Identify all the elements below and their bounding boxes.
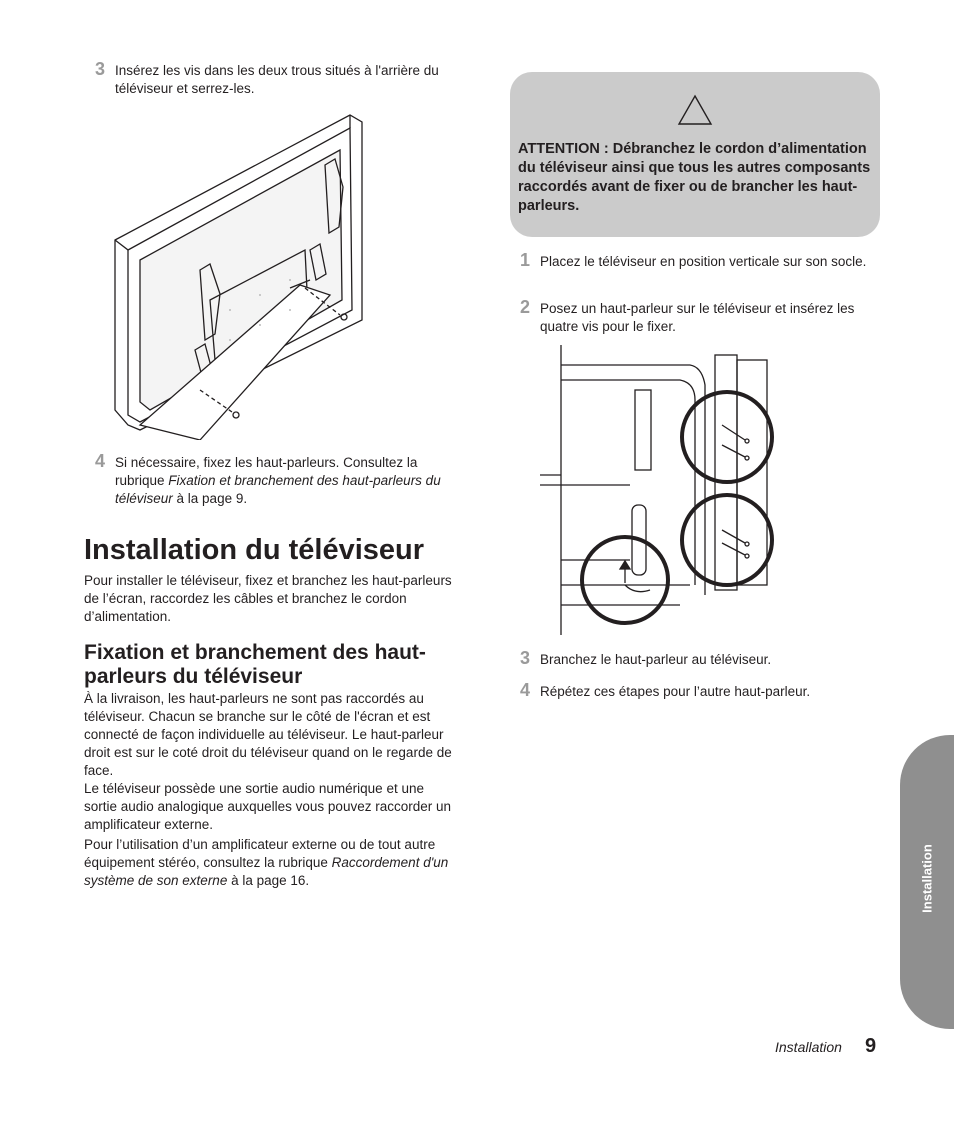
chapter-tab[interactable] [900, 735, 954, 1029]
step-3-right [520, 648, 875, 669]
step-text: Placez le téléviseur en position verticale sur son socle. [540, 254, 867, 269]
speaker-mounting-illustration [540, 345, 780, 640]
step-1-right [520, 250, 875, 271]
step-text: Répétez ces étapes pour l’autre haut-parleur. [540, 684, 811, 699]
step-4-right [520, 680, 875, 701]
step-number: 4 [520, 680, 531, 700]
cross-reference-link[interactable]: Raccordement d'un système de son externe [84, 855, 449, 888]
paragraph-external-amp [84, 836, 459, 890]
paragraph-text-after: à la page 16. [227, 873, 310, 888]
step-3-left [95, 59, 460, 98]
cross-reference-link[interactable]: Fixation et branchement des haut-parleurs du téléviseur [115, 473, 441, 506]
paragraph-text: Pour l’utilisation d’un amplificateur externe ou de tout autre équipement stéréo, consultez la rubrique [84, 837, 436, 870]
step-text: Posez un haut-parleur sur le téléviseur et insérez les quatre vis pour le fixer. [540, 301, 855, 334]
step-text: Branchez le haut-parleur au téléviseur. [540, 652, 772, 667]
intro-paragraph: Pour installer le téléviseur, fixez et branchez les haut-parleurs de l’écran, raccordez les câbles et branchez le cordon d’alimentation. [84, 573, 452, 624]
tv-back-screw-illustration [110, 110, 370, 440]
chapter-tab-label: Installation [919, 844, 935, 913]
step-4-left [95, 451, 460, 508]
step-text-after: à la page 9. [172, 491, 248, 506]
step-2-right [520, 297, 875, 336]
step-text: Si nécessaire, fixez les haut-parleurs. Consultez la rubrique [115, 455, 418, 488]
page-number: 9 [865, 1035, 877, 1057]
step-number: 1 [520, 250, 531, 270]
page-title: Installation du téléviseur [84, 534, 425, 566]
warning-triangle-icon [677, 94, 713, 126]
step-number: 2 [520, 297, 531, 317]
step-text: Insérez les vis dans les deux trous situés à l'arrière du téléviseur et serrez-les. [115, 63, 439, 96]
paragraph-delivery: À la livraison, les haut-parleurs ne sont pas raccordés au téléviseur. Chacun se branche sur le côté de l'écran et est connecté de façon individuelle au téléviseur. Le haut-parleur droit est sur le coté droit du téléviseur quand on le regarde de face. [84, 691, 452, 778]
section-subtitle: Fixation et branchement des haut-parleurs du téléviseur [84, 641, 426, 688]
step-number: 4 [95, 451, 106, 471]
warning-box [510, 72, 880, 237]
footer-section-name: Installation [775, 1039, 842, 1055]
paragraph-audio-outputs: Le téléviseur possède une sortie audio numérique et une sortie audio analogique auxquelles vous pouvez raccorder un amplificateur externe. [84, 781, 451, 832]
step-number: 3 [520, 648, 531, 668]
warning-text: ATTENTION : Débranchez le cordon d’alimentation du téléviseur ainsi que tous les autres composants raccordés avant de fixer ou de brancher les haut-parleurs. [518, 141, 871, 214]
step-number: 3 [95, 59, 106, 79]
